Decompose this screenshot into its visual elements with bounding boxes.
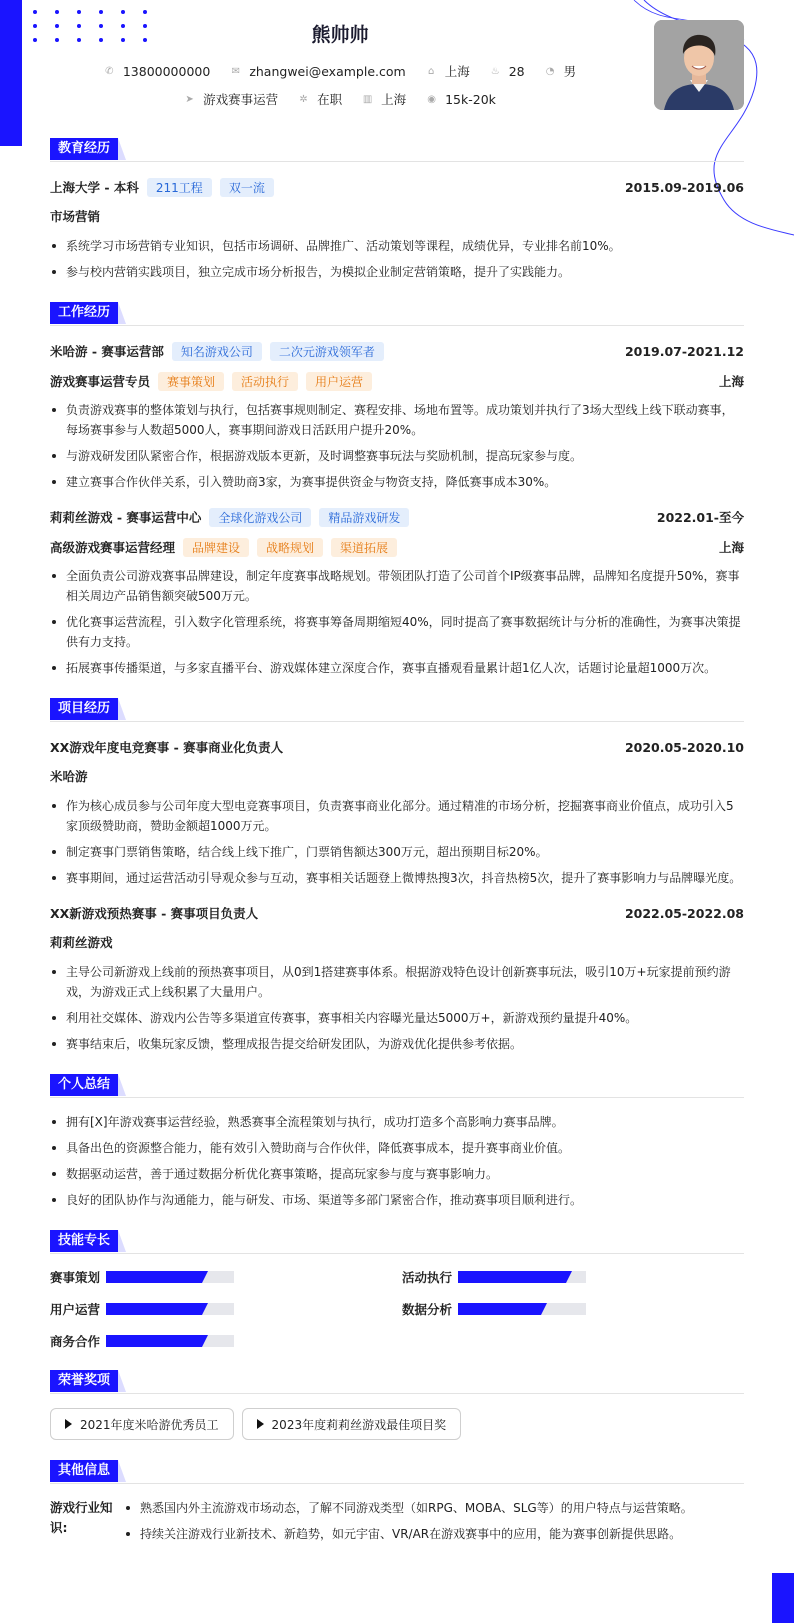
list-item: 良好的团队协作与沟通能力，能与研发、市场、渠道等多部门紧密合作，推动赛事项目顺利进行。 (50, 1190, 744, 1210)
awards-section (50, 1370, 744, 1440)
city: 上海 (718, 540, 744, 555)
section-title: 个人总结 (50, 1074, 118, 1096)
contact-line (0, 62, 680, 80)
other-label: 游戏行业知识: (50, 1500, 113, 1535)
tag: 双一流 (220, 178, 274, 197)
city-text: 上海 (444, 64, 470, 79)
list-item: 拥有[X]年游戏赛事运营经验，熟悉赛事全流程策划与执行，成功打造多个高影响力赛事品牌。 (50, 1112, 744, 1132)
list-item: 全面负责公司游戏赛事品牌建设，制定年度赛事战略规划。带领团队打造了公司首个IP级赛事品牌，品牌知名度提升50%，赛事相关周边产品销售额突破500万元。 (50, 566, 744, 606)
phone-text: 13800000000 (122, 63, 211, 79)
skills-header (50, 1230, 744, 1254)
role-name: 游戏赛事运营专员 (50, 374, 151, 389)
target-city-info (362, 90, 406, 108)
list-item: 优化赛事运营流程，引入数字化管理系统，将赛事筹备周期缩短40%，同时提高了赛事数据统计与分析的准确性，为赛事决策提供有力支持。 (50, 612, 744, 652)
work-row (50, 506, 744, 528)
list-item: 制定赛事门票销售策略，结合线上线下推广，门票销售额达300万元，超出预期目标20%。 (50, 842, 744, 862)
skills-grid (50, 1268, 744, 1350)
skill-bar (458, 1271, 586, 1283)
tag: 战略规划 (257, 538, 323, 557)
project-org: 莉莉丝游戏 (50, 935, 113, 950)
list-item: 与游戏研发团队紧密合作，根据游戏版本更新，及时调整赛事玩法与奖励机制，提高玩家参与度。 (50, 446, 744, 466)
list-item: 利用社交媒体、游戏内公告等多渠道宣传赛事，赛事相关内容曝光量达5000万+，新游戏预约量提升40%。 (50, 1008, 744, 1028)
bullet-list (50, 962, 744, 1054)
project-row (50, 902, 744, 924)
resume-header (0, 0, 794, 128)
date: 2022.01-至今 (656, 510, 744, 525)
tag: 精品游戏研发 (319, 508, 409, 527)
list-item: 赛事结束后，收集玩家反馈，整理成报告提交给研发团队，为游戏优化提供参考依据。 (50, 1034, 744, 1054)
play-icon (65, 1419, 72, 1429)
skill-bar (458, 1303, 586, 1315)
gender-icon: ◔ (545, 65, 555, 77)
email-text: zhangwei@example.com (249, 63, 406, 79)
company-name: 莉莉丝游戏 - 赛事运营中心 (50, 510, 202, 525)
other-info (50, 1498, 744, 1558)
role-row (50, 536, 744, 558)
avatar (654, 20, 744, 110)
list-item: 建立赛事合作伙伴关系，引入赞助商3家，为赛事提供资金与物资支持，降低赛事成本30%。 (50, 472, 744, 492)
award-item (242, 1408, 462, 1440)
skill-bar (106, 1271, 234, 1283)
tag: 活动执行 (232, 372, 298, 391)
award-item (50, 1408, 234, 1440)
job-target-info (184, 90, 278, 108)
home-icon: ⌂ (428, 65, 435, 77)
candidate-name: 熊帅帅 (311, 24, 369, 46)
work-left (50, 508, 409, 527)
resume-content (50, 138, 744, 1578)
role-name: 高级游戏赛事运营经理 (50, 540, 176, 555)
skill-name: 用户运营 (50, 1302, 101, 1317)
education-left (50, 178, 274, 197)
bullet-list (50, 796, 744, 888)
date: 2019.07-2021.12 (624, 343, 744, 359)
section-title: 教育经历 (50, 138, 118, 160)
project-org: 米哈游 (50, 769, 88, 784)
email-info (230, 62, 405, 80)
tag: 二次元游戏领军者 (270, 342, 384, 361)
tag: 全球化游戏公司 (209, 508, 311, 527)
skill-item (50, 1268, 402, 1286)
skill-bar-fill (106, 1271, 202, 1283)
tag: 知名游戏公司 (172, 342, 262, 361)
project-title: XX游戏年度电竞赛事 - 赛事商业化负责人 (50, 740, 284, 755)
section-title: 工作经历 (50, 302, 118, 324)
project-header (50, 698, 744, 722)
list-item: 拓展赛事传播渠道，与多家直播平台、游戏媒体建立深度合作，赛事直播观看量累计超1亿人次，话题讨论量超1000万次。 (50, 658, 744, 678)
city-info (426, 62, 470, 80)
role-left (50, 372, 372, 391)
skill-item (402, 1300, 744, 1318)
gender-info (545, 62, 577, 80)
salary-info (426, 90, 496, 108)
skill-item (50, 1300, 402, 1318)
tag: 赛事策划 (158, 372, 224, 391)
company-name: 米哈游 - 赛事运营部 (50, 344, 164, 359)
skill-item (50, 1332, 402, 1350)
status-text: 在职 (317, 92, 343, 107)
skill-bar-fill (106, 1335, 202, 1347)
role-row (50, 370, 744, 392)
section-title: 其他信息 (50, 1460, 118, 1482)
bullet-list (50, 236, 744, 282)
skill-bar-fill (458, 1303, 541, 1315)
cake-icon: ♨ (490, 65, 500, 77)
age-text: 28 (508, 63, 525, 79)
skill-item (402, 1268, 744, 1286)
school-name: 上海大学 - 本科 (50, 180, 139, 195)
bullet-list (50, 1112, 744, 1210)
education-section (50, 138, 744, 282)
role-left (50, 538, 397, 557)
section-title: 项目经历 (50, 698, 118, 720)
play-icon (257, 1419, 264, 1429)
work-row (50, 340, 744, 362)
job-intent-line (0, 90, 680, 108)
gear-icon: ✲ (299, 93, 308, 105)
list-item: 熟悉国内外主流游戏市场动态，了解不同游戏类型（如RPG、MOBA、SLG等）的用户特点与运营策略。 (124, 1498, 744, 1518)
bullet-list (124, 1498, 744, 1550)
list-item: 作为核心成员参与公司年度大型电竞赛事项目，负责赛事商业化部分。通过精准的市场分析，挖掘赛事商业价值点，成功引入5家顶级赞助商，赞助金额超1000万元。 (50, 796, 744, 836)
mail-icon: ✉ (231, 65, 241, 77)
project-section (50, 698, 744, 1054)
status-info (298, 90, 342, 108)
age-info (490, 62, 525, 80)
skill-name: 数据分析 (402, 1302, 453, 1317)
award-text: 2023年度莉莉丝游戏最佳项目奖 (271, 1417, 447, 1432)
skills-section (50, 1230, 744, 1350)
section-title: 荣誉奖项 (50, 1370, 118, 1392)
list-item: 具备出色的资源整合能力，能有效引入赞助商与合作伙伴，降低赛事成本，提升赛事商业价值。 (50, 1138, 744, 1158)
skill-bar (106, 1303, 234, 1315)
list-item: 赛事期间，通过运营活动引导观众参与互动，赛事相关话题登上微博热搜3次，抖音热榜5次，提升了赛事影响力与品牌曝光度。 (50, 868, 744, 888)
other-section (50, 1460, 744, 1558)
send-icon: ➤ (185, 93, 194, 105)
skill-name: 赛事策划 (50, 1270, 101, 1285)
bullet-list (50, 566, 744, 678)
job-target-text: 游戏赛事运营 (203, 92, 279, 107)
awards-list (50, 1408, 744, 1440)
skill-name: 活动执行 (402, 1270, 453, 1285)
skill-name: 商务合作 (50, 1334, 101, 1349)
list-item: 主导公司新游戏上线前的预热赛事项目，从0到1搭建赛事体系。根据游戏特色设计创新赛事玩法，吸引10万+玩家提前预约游戏，为游戏正式上线积累了大量用户。 (50, 962, 744, 1002)
phone-info (104, 62, 210, 80)
list-item: 参与校内营销实践项目，独立完成市场分析报告，为模拟企业制定营销策略，提升了实践能力。 (50, 262, 744, 282)
award-text: 2021年度米哈游优秀员工 (80, 1417, 219, 1432)
work-header (50, 302, 744, 326)
tag: 用户运营 (306, 372, 372, 391)
work-section (50, 302, 744, 678)
salary-text: 15k-20k (445, 91, 496, 107)
awards-header (50, 1370, 744, 1394)
education-header (50, 138, 744, 162)
list-item: 持续关注游戏行业新技术、新趋势，如元宇宙、VR/AR在游戏赛事中的应用，能为赛事创新提供思路。 (124, 1524, 744, 1544)
bullet-list (50, 400, 744, 492)
project-title: XX新游戏预热赛事 - 赛事项目负责人 (50, 906, 259, 921)
section-title: 技能专长 (50, 1230, 118, 1252)
major: 市场营销 (50, 209, 101, 224)
target-city-text: 上海 (381, 92, 407, 107)
date: 2020.05-2020.10 (624, 739, 744, 755)
city: 上海 (718, 374, 744, 389)
education-row (50, 176, 744, 198)
decorative-right-bar (772, 1573, 794, 1623)
other-header (50, 1460, 744, 1484)
tag: 渠道拓展 (331, 538, 397, 557)
skill-bar-fill (458, 1271, 566, 1283)
list-item: 数据驱动运营，善于通过数据分析优化赛事策略，提高玩家参与度与赛事影响力。 (50, 1164, 744, 1184)
summary-section (50, 1074, 744, 1210)
building-icon: ▥ (362, 93, 373, 105)
date: 2022.05-2022.08 (624, 905, 744, 921)
list-item: 负责游戏赛事的整体策划与执行，包括赛事规则制定、赛程安排、场地布置等。成功策划并执行了3场大型线上线下联动赛事，每场赛事参与人数超5000人，赛事期间游戏日活跃用户提升20%。 (50, 400, 744, 440)
skill-bar (106, 1335, 234, 1347)
list-item: 系统学习市场营销专业知识，包括市场调研、品牌推广、活动策划等课程，成绩优异，专业排名前10%。 (50, 236, 744, 256)
date: 2015.09-2019.06 (624, 179, 744, 195)
work-left (50, 342, 384, 361)
summary-header (50, 1074, 744, 1098)
project-row (50, 736, 744, 758)
tag: 211工程 (147, 178, 212, 197)
coin-icon: ◉ (427, 93, 436, 105)
gender-text: 男 (563, 64, 577, 79)
phone-icon: ✆ (105, 65, 114, 77)
skill-bar-fill (106, 1303, 202, 1315)
tag: 品牌建设 (183, 538, 249, 557)
